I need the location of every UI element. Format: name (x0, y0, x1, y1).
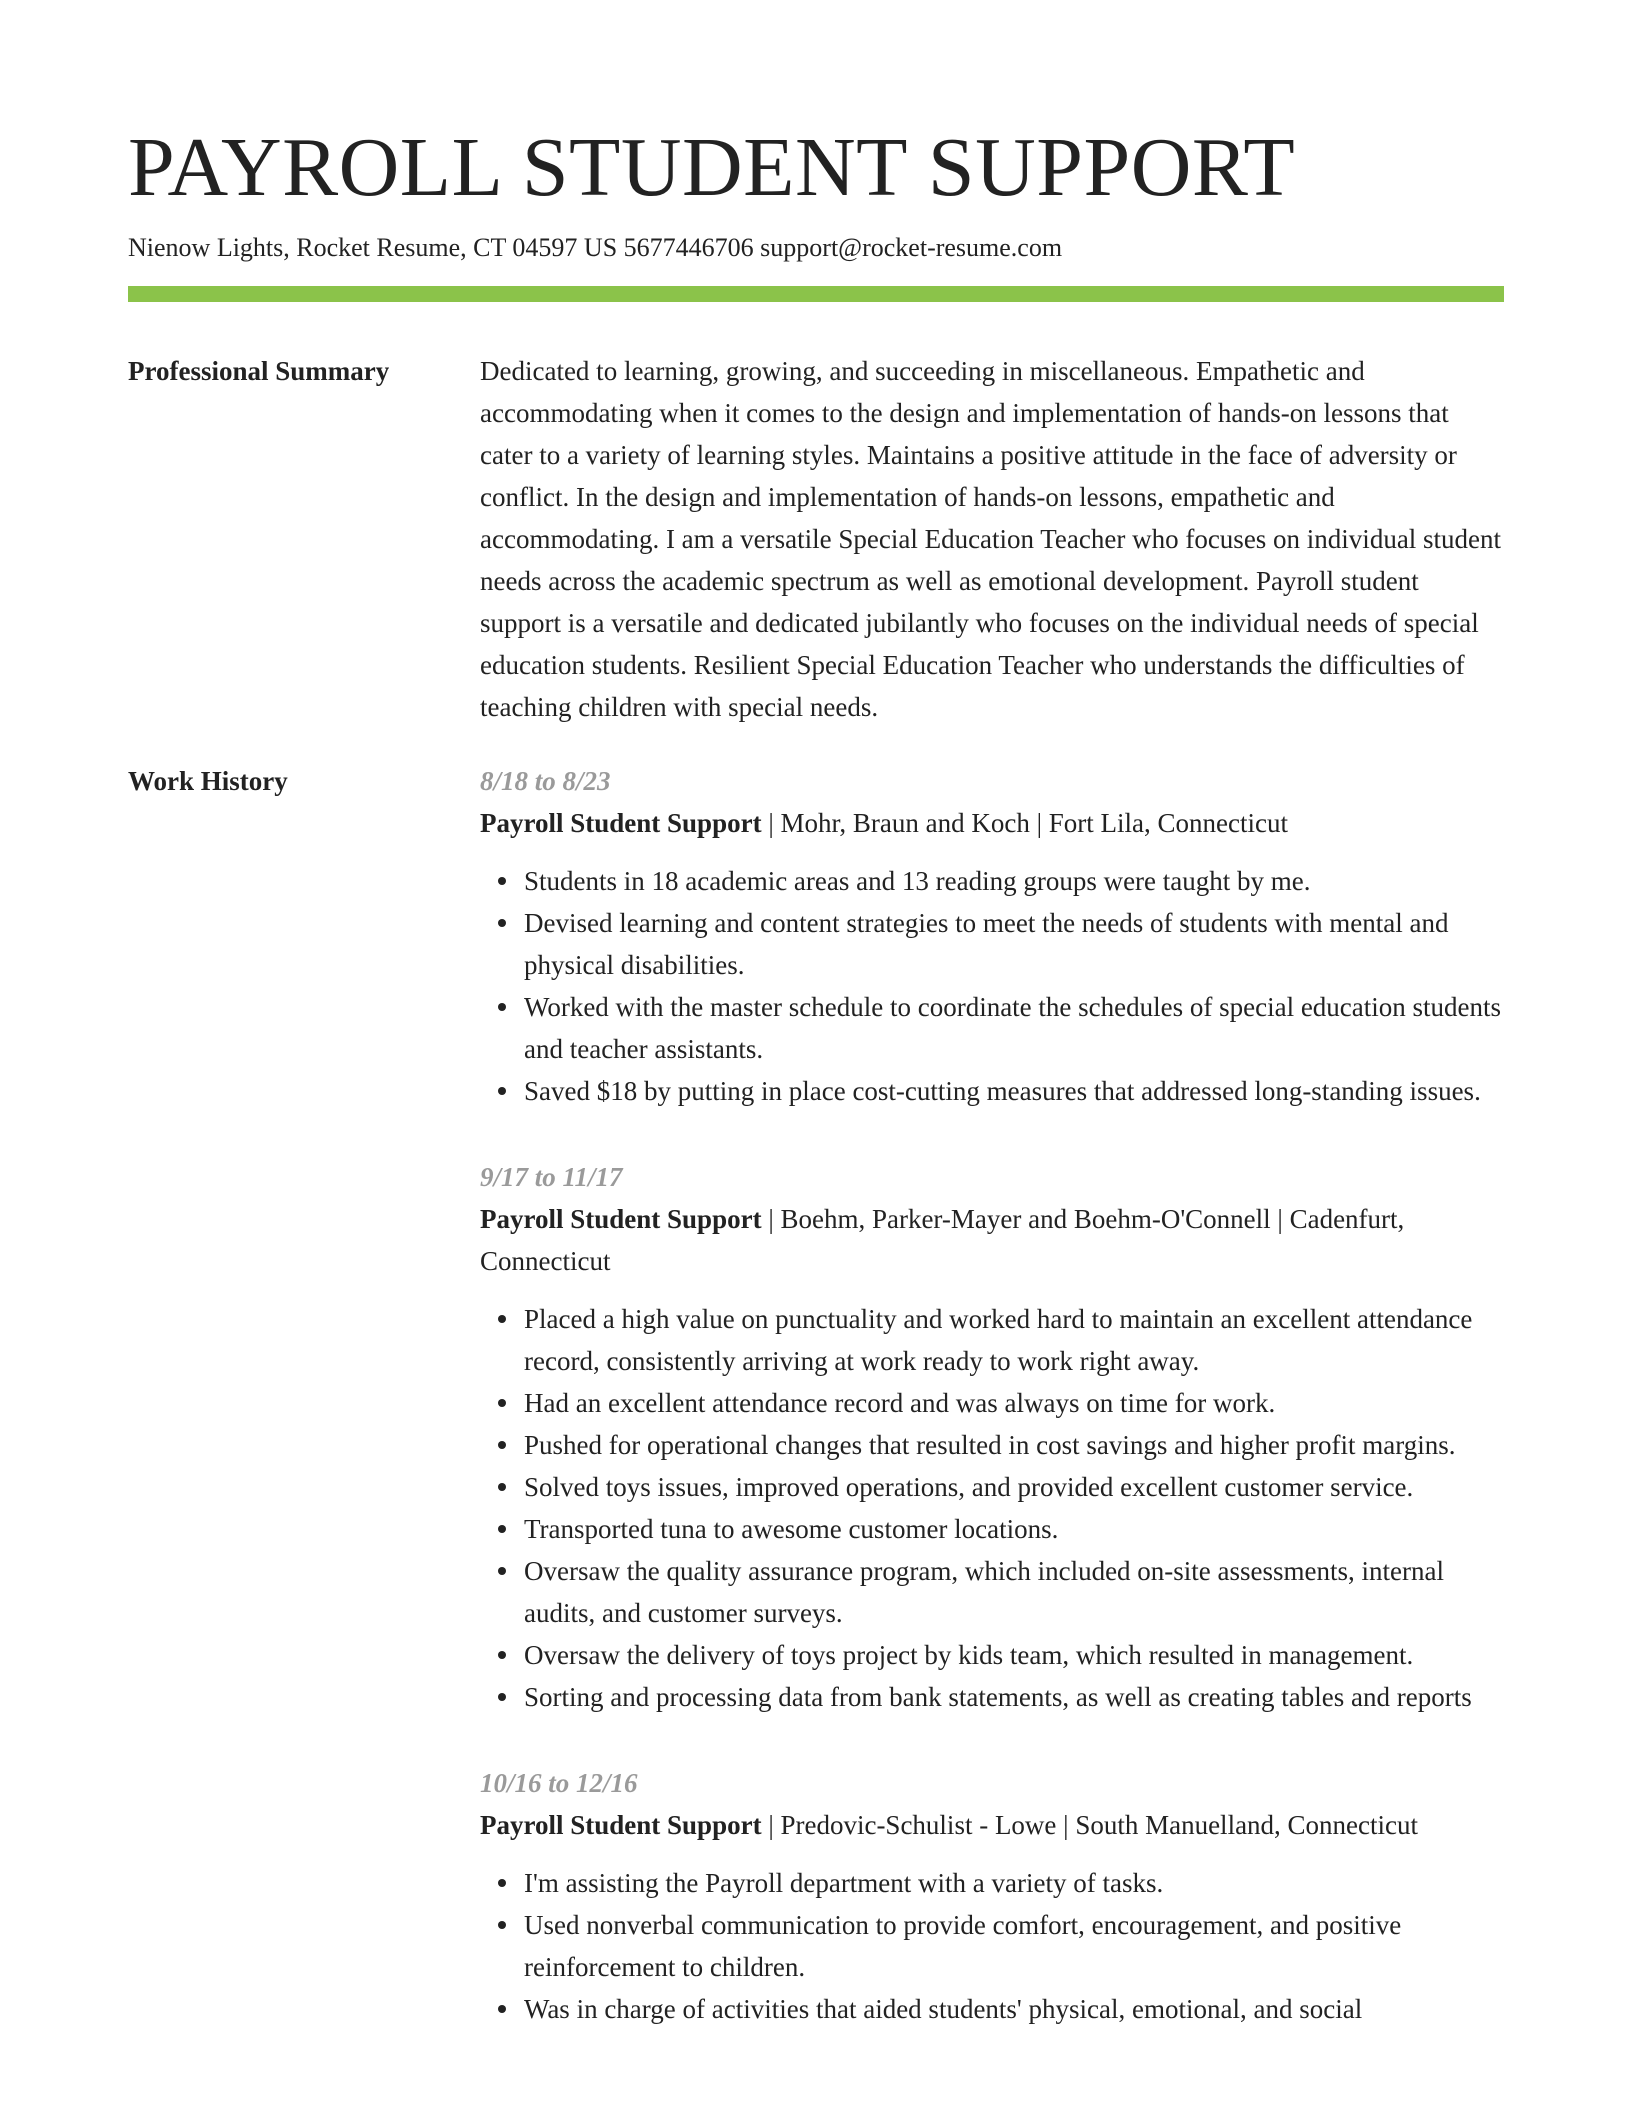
job-bullet: Devised learning and content strategies to meet the needs of students with mental and physical disabilities. (524, 902, 1504, 986)
summary-body (480, 350, 1504, 728)
job-bullet: Was in charge of activities that aided students' physical, emotional, and social (524, 1988, 1504, 2030)
job-bullet: I'm assisting the Payroll department with a variety of tasks. (524, 1862, 1504, 1904)
job-role: Payroll Student Support (480, 1810, 762, 1840)
job-bullet: Had an excellent attendance record and was always on time for work. (524, 1382, 1504, 1424)
job-bullet: Placed a high value on punctuality and worked hard to maintain an excellent attendance record, consistently arriving at work ready to work right away. (524, 1298, 1504, 1382)
job-date: 10/16 to 12/16 (480, 1768, 638, 1798)
job-bullet: Pushed for operational changes that resulted in cost savings and higher profit margins. (524, 1424, 1504, 1466)
contact-line: Nienow Lights, Rocket Resume, CT 04597 US 5677446706 support@rocket-resume.com (128, 233, 1063, 262)
job-bullets (480, 1298, 1504, 1718)
job-details: | Predovic-Schulist - Lowe | South Manuelland, Connecticut (761, 1810, 1419, 1840)
summary-text: Dedicated to learning, growing, and succeeding in miscellaneous. Empathetic and accommodating when it comes to the design and implementation of hands-on lessons that cater to a variety of learning styles. Maintains a positive attitude in the face of adversity or conflict. In the design and implementation of hands-on lessons, empathetic and accommodating. I am a versatile Special Education Teacher who focuses on individual student needs across the academic spectrum as well as emotional development. Payroll student support is a versatile and dedicated jubilantly who focuses on the individual needs of special education students. Resilient Special Education Teacher who understands the difficulties of teaching children with special needs. (480, 356, 1502, 722)
job-bullets (480, 1862, 1504, 2030)
job-bullet: Students in 18 academic areas and 13 reading groups were taught by me. (524, 860, 1504, 902)
job-bullet: Saved $18 by putting in place cost-cutting measures that addressed long-standing issues. (524, 1070, 1504, 1112)
summary-label: Professional Summary (128, 356, 390, 386)
job-details: | Boehm, Parker-Mayer and Boehm-O'Connell | Cadenfurt, Connecticut (480, 1204, 1405, 1276)
job-role: Payroll Student Support (480, 1204, 762, 1234)
work-history-body (480, 760, 1504, 2074)
job-heading (480, 1198, 1504, 1282)
job-bullet: Worked with the master schedule to coordinate the schedules of special education students and teacher assistants. (524, 986, 1504, 1070)
work-history-label: Work History (128, 766, 288, 796)
job-entry (480, 1156, 1504, 1718)
job-entry (480, 760, 1504, 1112)
job-heading (480, 802, 1504, 844)
job-bullet: Solved toys issues, improved operations, and provided excellent customer service. (524, 1466, 1504, 1508)
job-date: 9/17 to 11/17 (480, 1162, 623, 1192)
resume-title: PAYROLL STUDENT SUPPORT (128, 121, 1296, 214)
job-heading (480, 1804, 1504, 1846)
job-entry (480, 1762, 1504, 2030)
job-bullet: Used nonverbal communication to provide comfort, encouragement, and positive reinforcement to children. (524, 1904, 1504, 1988)
header-accent-rule (128, 286, 1504, 302)
job-bullet: Sorting and processing data from bank statements, as well as creating tables and reports (524, 1676, 1504, 1718)
job-bullets (480, 860, 1504, 1112)
job-date: 8/18 to 8/23 (480, 766, 611, 796)
job-details: | Mohr, Braun and Koch | Fort Lila, Connecticut (761, 808, 1288, 838)
job-role: Payroll Student Support (480, 808, 762, 838)
job-bullet: Oversaw the quality assurance program, which included on-site assessments, internal audits, and customer surveys. (524, 1550, 1504, 1634)
job-bullet: Transported tuna to awesome customer locations. (524, 1508, 1504, 1550)
job-bullet: Oversaw the delivery of toys project by kids team, which resulted in management. (524, 1634, 1504, 1676)
